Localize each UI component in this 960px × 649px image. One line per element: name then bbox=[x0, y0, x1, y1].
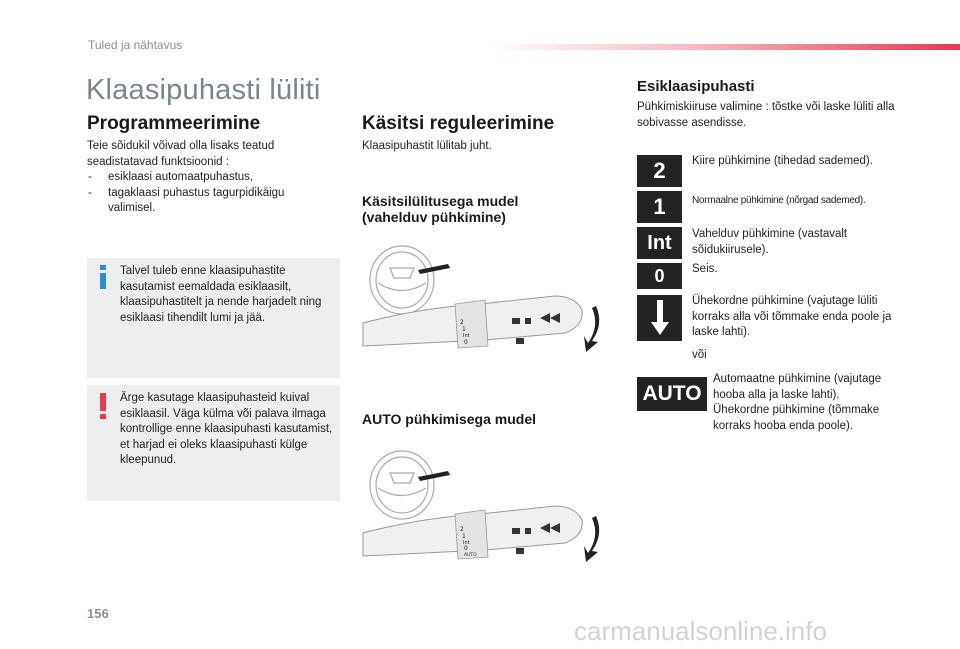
mode-2-icon: 2 bbox=[637, 155, 682, 187]
manual-model-heading-line1: Käsitsilülitusega mudel bbox=[362, 193, 519, 209]
push-arrow-icon bbox=[584, 516, 599, 562]
or-label: või bbox=[692, 349, 707, 361]
section-header: Tuled ja nähtavus bbox=[88, 38, 183, 52]
mode-1-icon: 1 bbox=[637, 191, 682, 223]
info-box bbox=[87, 258, 340, 378]
watermark: carmanualsonline.info bbox=[574, 616, 827, 646]
stalk-label-int: Int bbox=[463, 540, 470, 546]
warning-icon bbox=[99, 393, 107, 419]
esiklaasipuhasti-heading: Esiklaasipuhasti bbox=[637, 78, 755, 95]
info-box-text: Talvel tuleb enne klaasipuhastite kasutamist eemaldada esiklaasilt, klaasipuhastitelt ja nende harjadelt ning esiklaasi tihendilt lumi ja jää. bbox=[120, 265, 322, 324]
mode-1-label: Normaalne pühkimine (nõrgad sademed). bbox=[692, 195, 866, 206]
auto-label: Automaatne pühkimine (vajutage hooba alla ja laske lahti). Ühekordne pühkimine (tõmmake korraks hooba enda poole). bbox=[713, 373, 882, 432]
page-number: 156 bbox=[87, 606, 109, 621]
esiklaasipuhasti-intro: Pühkimiskiiruse valimine : tõstke või laske lüliti alla sobivasse asendisse. bbox=[637, 101, 895, 129]
stalk-label-1: 1 bbox=[462, 533, 466, 540]
header-accent-bar bbox=[490, 44, 960, 50]
mode-0-label: Seis. bbox=[692, 263, 718, 275]
kasitsi-text: Klaasipuhastit lülitab juht. bbox=[362, 140, 492, 152]
kasitsi-heading: Käsitsi reguleerimine bbox=[362, 113, 555, 134]
stalk-label-auto: AUTO bbox=[464, 553, 477, 558]
stalk-label-int: Int bbox=[463, 333, 470, 339]
mode-int-label: Vahelduv pühkimine (vastavalt sõidukiirusele). bbox=[692, 228, 848, 256]
stalk-label-1: 1 bbox=[462, 326, 466, 333]
list-item: - tagaklaasi puhastus tagurpidikäigu valimisel. bbox=[87, 186, 327, 217]
mode-2-label: Kiire pühkimine (tihedad sademed). bbox=[692, 155, 873, 167]
stalk-label-0: 0 bbox=[464, 545, 468, 552]
stalk-label-2: 2 bbox=[460, 526, 464, 533]
programmeerimine-intro: Teie sõidukil võivad olla lisaks teatud seadistatavad funktsioonid : bbox=[87, 140, 275, 168]
manual-stalk-illustration bbox=[360, 238, 605, 370]
push-arrow-icon bbox=[584, 306, 599, 352]
programmeerimine-list bbox=[87, 170, 327, 217]
info-icon bbox=[98, 265, 108, 289]
programmeerimine-heading: Programmeerimine bbox=[87, 113, 261, 134]
list-item: - esiklaasi automaatpuhastus, bbox=[87, 170, 327, 186]
page-title: Klaasipuhasti lüliti bbox=[86, 74, 321, 106]
mode-single-label: Ühekordne pühkimine (vajutage lüliti korraks alla või tõmmake enda poole ja laske lahti). bbox=[692, 295, 892, 338]
warning-box-text: Ärge kasutage klaasipuhasteid kuival esiklaasil. Väga külma või palava ilmaga kontrollige enne klaasipuhasti kasutamist, et harjad ei oleks klaasipuhasti külge kleepunud. bbox=[120, 392, 333, 466]
mode-0-icon: 0 bbox=[637, 263, 682, 289]
manual-model-heading bbox=[362, 193, 602, 225]
warning-box bbox=[87, 385, 340, 501]
arrow-down-icon bbox=[637, 295, 682, 341]
auto-icon: AUTO bbox=[637, 377, 707, 411]
auto-stalk-illustration bbox=[360, 445, 605, 582]
stalk-label-0: 0 bbox=[464, 339, 468, 346]
stalk-label-2: 2 bbox=[460, 319, 464, 326]
auto-model-heading: AUTO pühkimisega mudel bbox=[362, 411, 536, 427]
manual-model-heading-line2: (vahelduv pühkimine) bbox=[362, 209, 506, 225]
programmeerimine-text bbox=[87, 139, 327, 217]
mode-int-icon: Int bbox=[637, 227, 682, 259]
